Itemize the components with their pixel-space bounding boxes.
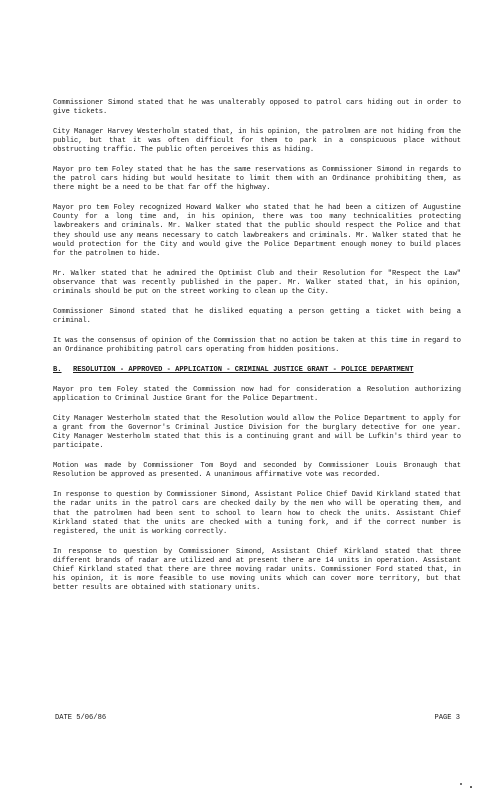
footer-page-number: PAGE 3: [434, 714, 460, 722]
page-footer: [55, 714, 460, 723]
paragraph: Commissioner Simond stated that he was unalterably opposed to patrol cars hiding out in order to give tickets.: [53, 99, 461, 117]
document-body: [53, 99, 461, 604]
section-heading: [53, 366, 461, 375]
paragraph: It was the consensus of opinion of the Commission that no action be taken at this time in regard to an Ordinance prohibiting patrol cars operating from hidden positions.: [53, 336, 461, 354]
paragraph: City Manager Harvey Westerholm stated that, in his opinion, the patrolmen are not hiding from the public, but that it was often difficult for them to park in a conspicuous place without obstructing traffic. The public often perceives this as hiding.: [53, 128, 461, 155]
paragraph: Mayor pro tem Foley stated that he has the same reservations as Commissioner Simond in regards to the patrol cars hiding but would hesitate to limit them with an Ordinance prohibiting them, as there might be a need to be that far off the highway.: [53, 166, 461, 193]
section-title: RESOLUTION - APPROVED - APPLICATION - CRIMINAL JUSTICE GRANT - POLICE DEPARTMENT: [73, 365, 414, 374]
paragraph: Commissioner Simond stated that he disliked equating a person getting a ticket with being a criminal.: [53, 307, 461, 325]
footer-date: DATE 5/06/86: [55, 714, 107, 722]
scan-speck: [470, 786, 472, 788]
paragraph: Mr. Walker stated that he admired the Optimist Club and their Resolution for "Respect the Law" observance that was recently published in the paper. Mr. Walker stated that, in his opinion, criminals should be put on the street working to clean up the City.: [53, 269, 461, 296]
section-number: B.: [53, 365, 62, 374]
scan-speck: [460, 783, 462, 785]
paragraph: In response to question by Commissioner Simond, Assistant Police Chief David Kirkland stated that the radar units in the patrol cars are checked daily by the men who will be operating them, and that the patrolmen had been sent to school to learn how to check the units. Assistant Chief Kirkland stated that the units are checked with a tuning fork, and if the correct number is registered, the unit is working correctly.: [53, 491, 461, 536]
paragraph: Mayor pro tem Foley recognized Howard Walker who stated that he had been a citizen of Augustine County for a long time and, in his opinion, there was too many technicalities protecting lawbreakers and criminals. Mr. Walker stated that the public should respect the Police and that they should use any means necessary to catch lawbreakers and criminals. Mr. Walker stated that he would protection for the City and would give the Police Department enough money to build places for the patrolmen to hide.: [53, 204, 461, 258]
paragraph: City Manager Westerholm stated that the Resolution would allow the Police Department to apply for a grant from the Governor's Criminal Justice Division for the burglary detective for one year. City Manager Westerholm stated that this is a continuing grant and will be Lufkin's third year to participate.: [53, 415, 461, 451]
paragraph: In response to question by Commissioner Simond, Assistant Chief Kirkland stated that three different brands of radar are utilized and at present there are 14 units in operation. Assistant Chief Kirkland stated that there are three moving radar units. Commissioner Ford stated that, in his opinion, it is more feasible to use moving units which can cover more territory, but that better results are obtained with stationary units.: [53, 547, 461, 592]
paragraph: Motion was made by Commissioner Tom Boyd and seconded by Commissioner Louis Bronaugh that Resolution be approved as presented. A unanimous affirmative vote was recorded.: [53, 462, 461, 480]
paragraph: Mayor pro tem Foley stated the Commission now had for consideration a Resolution authorizing application to Criminal Justice Grant for the Police Department.: [53, 386, 461, 404]
